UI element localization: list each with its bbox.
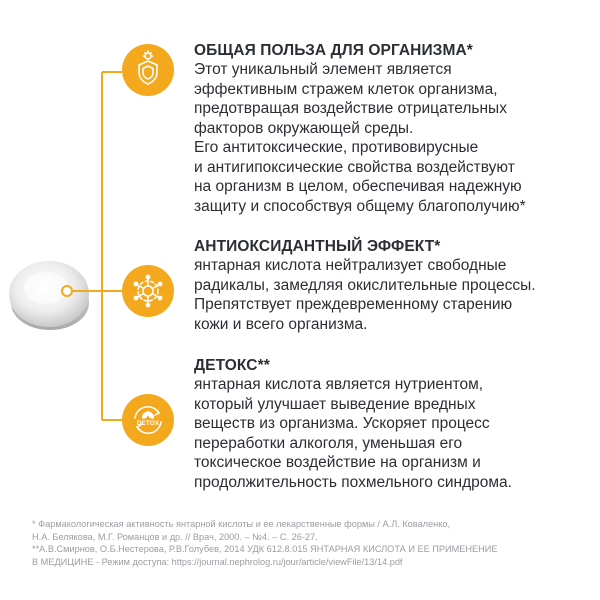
detox-leaf-icon (122, 394, 174, 446)
footnotes (32, 518, 592, 568)
section-title: ДЕТОКС** (194, 357, 270, 374)
section-body: Этот уникальный элемент является эффективным стражем клеток организма, предотвращая воздействие отрицательных факторов окружающей среды. Его антитоксические, противовирусные и антигипоксические свойства воздействуют на организм в целом, обеспечивая надежную защиту и способствуя общему благополучию* (194, 61, 526, 215)
section-title: ОБЩАЯ ПОЛЬЗА ДЛЯ ОРГАНИЗМА* (194, 42, 473, 59)
section-detox (194, 356, 594, 492)
detox-label: DETOX (136, 420, 160, 427)
section-body: янтарная кислота нейтрализует свободные радикалы, замедляя окислительные процессы. Препятствует преждевременному старению кожи и всего организма. (194, 257, 536, 333)
section-body: янтарная кислота является нутриентом, который улучшает выведение вредных веществ из организма. Ускоряет процесс переработки алкоголя, уменьшая его токсическое воздействие на организм и продолжительность похмельного синдрома. (194, 376, 512, 491)
section-antioxidant (194, 237, 594, 334)
pill-image (9, 261, 89, 330)
shield-virus-icon (122, 44, 174, 96)
footnote-2: **А.В.Смирнов, О.Б.Нестерова, Р.В.Голубев, 2014 УДК 612.8.015 ЯНТАРНАЯ КИСЛОТА И ЕЕ ПРИМЕНЕНИЕ В МЕДИЦИНЕ - Режим доступа: https://journal.nephrolog.ru/jour/article/viewFile/13/14.pdf (32, 544, 498, 567)
section-general-benefit (194, 41, 594, 216)
molecule-icon (122, 265, 174, 317)
connector-dot (62, 286, 72, 296)
connector-path (68, 72, 122, 420)
section-title: АНТИОКСИДАНТНЫЙ ЭФФЕКТ* (194, 238, 441, 255)
footnote-1: * Фармакологическая активность янтарной кислоты и ее лекарственные формы / А.Л. Коваленко, Н.А. Белякова, М.Г. Романцов и др. // Врач, 2000. – №4. – С. 26-27. (32, 519, 451, 542)
